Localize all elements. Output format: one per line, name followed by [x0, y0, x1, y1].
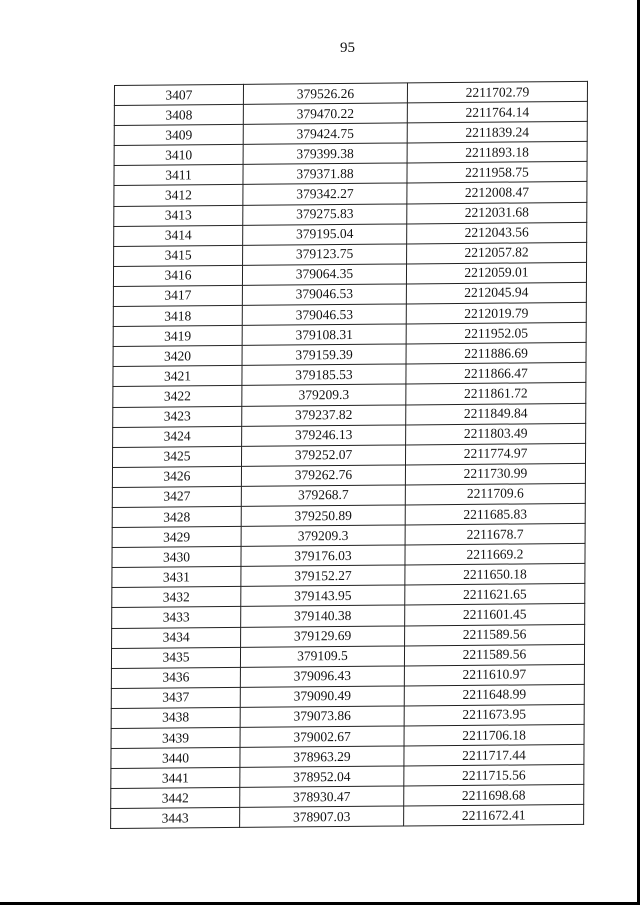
point-id-cell: 3422 [113, 386, 242, 407]
x-coordinate-cell: 379252.07 [241, 445, 405, 467]
point-id-cell: 3436 [111, 667, 240, 688]
x-coordinate-cell: 378930.47 [240, 786, 404, 808]
point-id-cell: 3415 [114, 245, 243, 266]
y-coordinate-cell: 2211886.69 [406, 343, 586, 365]
point-id-cell: 3420 [113, 346, 242, 367]
x-coordinate-cell: 379237.82 [242, 404, 406, 426]
coordinates-table [110, 81, 588, 830]
x-coordinate-cell: 378907.03 [240, 806, 404, 828]
point-id-cell: 3432 [112, 587, 241, 608]
y-coordinate-cell: 2211717.44 [404, 745, 584, 767]
x-coordinate-cell: 379526.26 [243, 83, 407, 105]
point-id-cell: 3438 [111, 707, 240, 728]
x-coordinate-cell: 379002.67 [240, 726, 404, 748]
y-coordinate-cell: 2212059.01 [406, 262, 586, 284]
coordinates-table-body [111, 81, 588, 829]
y-coordinate-cell: 2211678.7 [405, 523, 585, 545]
point-id-cell: 3435 [111, 647, 240, 668]
y-coordinate-cell: 2212019.79 [406, 302, 586, 324]
point-id-cell: 3428 [112, 506, 241, 527]
x-coordinate-cell: 379195.04 [243, 224, 407, 246]
y-coordinate-cell: 2211861.72 [406, 383, 586, 405]
point-id-cell: 3410 [114, 145, 243, 166]
x-coordinate-cell: 379268.7 [241, 485, 405, 507]
x-coordinate-cell: 379399.38 [243, 143, 407, 165]
y-coordinate-cell: 2211589.56 [405, 624, 585, 646]
x-coordinate-cell: 379470.22 [243, 103, 407, 125]
x-coordinate-cell: 379159.39 [242, 344, 406, 366]
point-id-cell: 3421 [113, 366, 242, 387]
x-coordinate-cell: 378952.04 [240, 766, 404, 788]
x-coordinate-cell: 379046.53 [242, 304, 406, 326]
point-id-cell: 3423 [113, 406, 242, 427]
point-id-cell: 3408 [114, 104, 243, 125]
y-coordinate-cell: 2211730.99 [405, 463, 585, 485]
point-id-cell: 3424 [113, 426, 242, 447]
x-coordinate-cell: 379250.89 [241, 505, 405, 527]
y-coordinate-cell: 2211715.56 [404, 765, 584, 787]
y-coordinate-cell: 2211648.99 [404, 684, 584, 706]
y-coordinate-cell: 2211764.14 [407, 101, 587, 123]
x-coordinate-cell: 379185.53 [242, 364, 406, 386]
point-id-cell: 3419 [113, 326, 242, 347]
x-coordinate-cell: 379246.13 [242, 425, 406, 447]
y-coordinate-cell: 2212008.47 [407, 182, 587, 204]
y-coordinate-cell: 2211685.83 [405, 503, 585, 525]
table-row [111, 805, 584, 829]
x-coordinate-cell: 379123.75 [243, 244, 407, 266]
x-coordinate-cell: 379108.31 [242, 324, 406, 346]
point-id-cell: 3417 [113, 285, 242, 306]
y-coordinate-cell: 2211601.45 [405, 604, 585, 626]
point-id-cell: 3440 [111, 748, 240, 769]
x-coordinate-cell: 379064.35 [242, 264, 406, 286]
point-id-cell: 3443 [111, 808, 240, 829]
x-coordinate-cell: 379342.27 [243, 183, 407, 205]
point-id-cell: 3426 [112, 466, 241, 487]
point-id-cell: 3441 [111, 768, 240, 789]
point-id-cell: 3412 [114, 185, 243, 206]
y-coordinate-cell: 2211849.84 [406, 403, 586, 425]
y-coordinate-cell: 2211672.41 [404, 805, 584, 827]
y-coordinate-cell: 2211589.56 [404, 644, 584, 666]
point-id-cell: 3416 [113, 265, 242, 286]
y-coordinate-cell: 2211958.75 [407, 162, 587, 184]
x-coordinate-cell: 379152.27 [241, 565, 405, 587]
x-coordinate-cell: 379262.76 [241, 465, 405, 487]
x-coordinate-cell: 379209.3 [242, 384, 406, 406]
y-coordinate-cell: 2211893.18 [407, 142, 587, 164]
x-coordinate-cell: 379140.38 [241, 605, 405, 627]
y-coordinate-cell: 2211706.18 [404, 724, 584, 746]
x-coordinate-cell: 379046.53 [242, 284, 406, 306]
x-coordinate-cell: 378963.29 [240, 746, 404, 768]
point-id-cell: 3418 [113, 305, 242, 326]
point-id-cell: 3409 [114, 125, 243, 146]
x-coordinate-cell: 379073.86 [240, 706, 404, 728]
y-coordinate-cell: 2211621.65 [405, 584, 585, 606]
point-id-cell: 3414 [114, 225, 243, 246]
page-number: 95 [340, 40, 355, 56]
point-id-cell: 3431 [112, 567, 241, 588]
y-coordinate-cell: 2211866.47 [406, 363, 586, 385]
point-id-cell: 3429 [112, 526, 241, 547]
y-coordinate-cell: 2211774.97 [405, 443, 585, 465]
y-coordinate-cell: 2211610.97 [404, 664, 584, 686]
x-coordinate-cell: 379275.83 [243, 204, 407, 226]
x-coordinate-cell: 379129.69 [241, 626, 405, 648]
x-coordinate-cell: 379109.5 [240, 646, 404, 668]
y-coordinate-cell: 2211669.2 [405, 544, 585, 566]
point-id-cell: 3407 [114, 84, 243, 105]
y-coordinate-cell: 2211673.95 [404, 704, 584, 726]
x-coordinate-cell: 379371.88 [243, 163, 407, 185]
y-coordinate-cell: 2211952.05 [406, 323, 586, 345]
point-id-cell: 3425 [112, 446, 241, 467]
coordinates-table-container [110, 81, 584, 830]
y-coordinate-cell: 2211698.68 [404, 785, 584, 807]
x-coordinate-cell: 379143.95 [241, 585, 405, 607]
y-coordinate-cell: 2211702.79 [407, 81, 587, 103]
y-coordinate-cell: 2211650.18 [405, 564, 585, 586]
y-coordinate-cell: 2211709.6 [405, 483, 585, 505]
y-coordinate-cell: 2212057.82 [407, 242, 587, 264]
point-id-cell: 3437 [111, 687, 240, 708]
x-coordinate-cell: 379090.49 [240, 686, 404, 708]
y-coordinate-cell: 2212045.94 [406, 282, 586, 304]
x-coordinate-cell: 379096.43 [240, 666, 404, 688]
point-id-cell: 3427 [112, 486, 241, 507]
y-coordinate-cell: 2211803.49 [406, 423, 586, 445]
point-id-cell: 3430 [112, 547, 241, 568]
point-id-cell: 3433 [112, 607, 241, 628]
point-id-cell: 3442 [111, 788, 240, 809]
y-coordinate-cell: 2211839.24 [407, 122, 587, 144]
y-coordinate-cell: 2212043.56 [407, 222, 587, 244]
point-id-cell: 3413 [114, 205, 243, 226]
point-id-cell: 3434 [112, 627, 241, 648]
x-coordinate-cell: 379424.75 [243, 123, 407, 145]
y-coordinate-cell: 2212031.68 [407, 202, 587, 224]
point-id-cell: 3439 [111, 727, 240, 748]
point-id-cell: 3411 [114, 165, 243, 186]
x-coordinate-cell: 379176.03 [241, 545, 405, 567]
x-coordinate-cell: 379209.3 [241, 525, 405, 547]
